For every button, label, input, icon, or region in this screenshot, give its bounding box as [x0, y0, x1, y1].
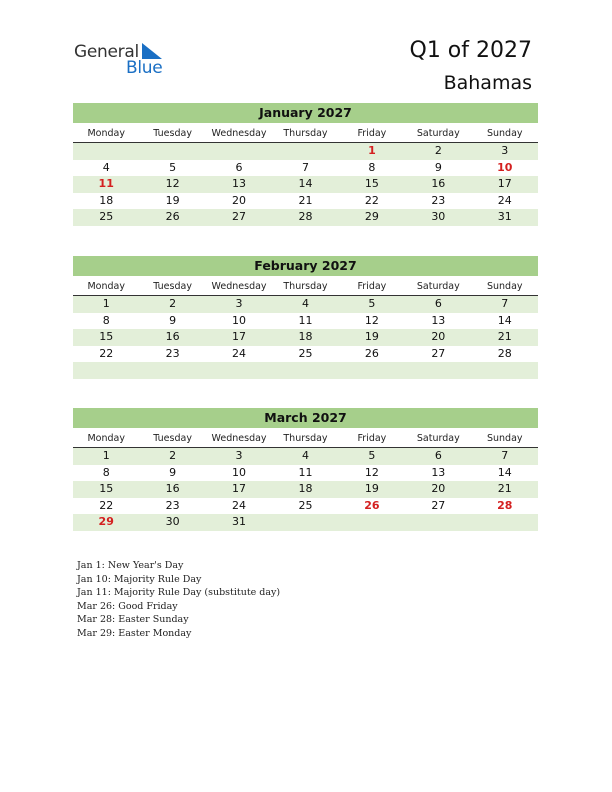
day-cell: 29 [98, 515, 114, 528]
weekday-label: Friday [357, 433, 387, 444]
weekday-label: Thursday [283, 128, 328, 139]
day-cell: 11 [298, 313, 313, 327]
day-cell: 3 [235, 297, 243, 310]
day-cell: 3 [235, 449, 243, 462]
day-cell: 18 [298, 330, 313, 343]
day-cell: 21 [298, 193, 313, 207]
weekday-label: Tuesday [153, 128, 192, 139]
day-cell: 21 [497, 330, 512, 343]
day-cell: 6 [434, 449, 442, 462]
weekday-label: Sunday [486, 281, 523, 292]
week-row [73, 209, 538, 226]
day-cell [339, 514, 405, 531]
day-cell: 11 [98, 177, 114, 190]
weekday-label: Wednesday [211, 281, 267, 292]
day-cell: 18 [298, 482, 313, 495]
holiday-note: Mar 28: Easter Sunday [77, 614, 189, 625]
day-cell: 4 [102, 160, 110, 174]
day-cell: 10 [232, 313, 247, 327]
weekday-header-row [73, 278, 538, 296]
day-cell: 9 [169, 465, 177, 479]
day-cell [73, 143, 139, 160]
day-cell: 15 [364, 177, 379, 190]
day-cell: 19 [364, 482, 379, 495]
day-cell: 2 [434, 144, 442, 157]
week-row [73, 160, 538, 177]
day-cell: 19 [165, 193, 180, 207]
day-cell: 15 [99, 482, 114, 495]
day-cell: 6 [434, 297, 442, 310]
day-cell: 16 [165, 482, 180, 495]
day-cell: 27 [232, 210, 247, 223]
generalblue-logo [74, 42, 174, 76]
day-cell: 16 [431, 177, 446, 190]
day-cell: 20 [431, 482, 446, 495]
day-cell: 22 [99, 346, 114, 360]
day-cell: 18 [99, 193, 114, 207]
day-cell: 26 [364, 498, 380, 512]
weekday-label: Wednesday [211, 433, 267, 444]
day-cell: 4 [301, 297, 309, 310]
weekday-label: Friday [357, 128, 387, 139]
day-cell: 23 [165, 498, 180, 512]
day-cell: 13 [431, 313, 446, 327]
day-cell: 17 [232, 482, 247, 495]
weekday-header-row [73, 125, 538, 143]
day-cell: 15 [99, 330, 114, 343]
weekday-label: Sunday [486, 433, 523, 444]
week-row [73, 465, 538, 482]
holiday-note: Jan 1: New Year's Day [77, 560, 184, 571]
week-row [73, 498, 538, 515]
day-cell: 25 [298, 346, 313, 360]
day-cell: 25 [99, 210, 114, 223]
weekday-label: Monday [87, 433, 125, 444]
day-cell: 10 [232, 465, 247, 479]
day-cell: 8 [102, 465, 110, 479]
day-cell [139, 143, 205, 160]
day-cell: 31 [497, 210, 512, 223]
day-cell: 13 [232, 177, 247, 190]
day-cell [139, 362, 205, 379]
weekday-label: Tuesday [153, 433, 192, 444]
day-cell: 7 [501, 449, 509, 462]
day-cell: 1 [368, 144, 376, 157]
day-cell [405, 362, 471, 379]
logo-word-blue: Blue [126, 58, 163, 78]
month-february [73, 256, 538, 379]
day-cell: 3 [501, 144, 509, 157]
day-cell: 9 [434, 160, 442, 174]
month-title: January 2027 [73, 103, 538, 123]
day-cell: 24 [497, 193, 512, 207]
week-row [73, 362, 538, 379]
week-row [73, 193, 538, 210]
day-cell: 20 [232, 193, 247, 207]
day-cell: 9 [169, 313, 177, 327]
day-cell: 22 [364, 193, 379, 207]
weekday-header-row [73, 430, 538, 448]
day-cell: 28 [298, 210, 313, 223]
day-cell: 5 [368, 449, 376, 462]
day-cell: 8 [102, 313, 110, 327]
day-cell: 16 [165, 330, 180, 343]
holiday-note: Jan 11: Majority Rule Day (substitute day) [77, 587, 281, 598]
week-row [73, 329, 538, 346]
day-cell: 28 [497, 346, 512, 360]
day-cell [206, 143, 272, 160]
day-cell: 5 [169, 160, 177, 174]
day-cell: 12 [364, 313, 379, 327]
day-cell: 26 [364, 346, 379, 360]
day-cell: 12 [364, 465, 379, 479]
holiday-notes [77, 559, 280, 640]
day-cell: 17 [232, 330, 247, 343]
day-cell: 14 [497, 313, 512, 327]
weekday-label: Saturday [416, 281, 460, 292]
day-cell: 23 [165, 346, 180, 360]
day-cell: 24 [232, 498, 247, 512]
day-cell [73, 362, 139, 379]
day-cell: 11 [298, 465, 313, 479]
week-row [73, 313, 538, 330]
day-cell: 30 [431, 210, 446, 223]
day-cell: 13 [431, 465, 446, 479]
country-name: Bahamas [443, 72, 532, 94]
holiday-note: Mar 26: Good Friday [77, 600, 178, 612]
weekday-label: Friday [357, 281, 387, 292]
day-cell [339, 362, 405, 379]
day-cell: 22 [99, 498, 114, 512]
week-row [73, 346, 538, 363]
month-title: March 2027 [73, 408, 538, 428]
day-cell: 25 [298, 498, 313, 512]
weekday-label: Saturday [416, 128, 460, 139]
day-cell [272, 143, 338, 160]
day-cell: 4 [301, 449, 309, 462]
day-cell: 23 [431, 193, 446, 207]
day-cell: 27 [431, 498, 446, 512]
week-row [73, 514, 538, 531]
day-cell: 26 [165, 210, 180, 223]
holiday-note: Jan 10: Majority Rule Day [77, 573, 202, 585]
logo-word-general: General [74, 42, 139, 62]
weekday-label: Thursday [283, 281, 328, 292]
weekday-label: Sunday [486, 128, 523, 139]
day-cell: 5 [368, 297, 376, 310]
logo-triangle-icon [140, 43, 162, 59]
day-cell: 14 [298, 177, 313, 190]
day-cell [472, 514, 538, 531]
day-cell: 31 [232, 515, 247, 528]
day-cell: 30 [165, 515, 180, 528]
month-march [73, 408, 538, 531]
day-cell: 7 [301, 160, 309, 174]
day-cell: 19 [364, 330, 379, 343]
weekday-label: Wednesday [211, 128, 267, 139]
day-cell: 10 [497, 160, 513, 174]
day-cell [472, 362, 538, 379]
weekday-label: Tuesday [153, 281, 192, 292]
day-cell: 14 [497, 465, 512, 479]
day-cell: 8 [368, 160, 376, 174]
week-row [73, 448, 538, 465]
weekday-label: Saturday [416, 433, 460, 444]
weekday-label: Monday [87, 281, 125, 292]
day-cell: 24 [232, 346, 247, 360]
day-cell: 12 [165, 177, 180, 190]
day-cell: 1 [102, 297, 110, 310]
day-cell [405, 514, 471, 531]
day-cell: 2 [169, 449, 177, 462]
week-row [73, 481, 538, 498]
day-cell: 1 [102, 449, 110, 462]
day-cell: 17 [497, 177, 512, 190]
weekday-label: Thursday [283, 433, 328, 444]
day-cell: 27 [431, 346, 446, 360]
page-title: Q1 of 2027 [409, 38, 532, 63]
month-title: February 2027 [73, 256, 538, 276]
day-cell [206, 362, 272, 379]
day-cell: 7 [501, 297, 509, 310]
day-cell: 2 [169, 297, 177, 310]
day-cell: 20 [431, 330, 446, 343]
week-row [73, 143, 538, 160]
day-cell: 29 [364, 210, 379, 223]
day-cell [272, 362, 338, 379]
day-cell: 6 [235, 160, 243, 174]
week-row [73, 296, 538, 313]
day-cell: 21 [497, 482, 512, 495]
day-cell [272, 514, 338, 531]
month-january [73, 103, 538, 226]
weekday-label: Monday [87, 128, 125, 139]
week-row [73, 176, 538, 193]
holiday-note: Mar 29: Easter Monday [77, 627, 192, 639]
day-cell: 28 [497, 498, 513, 512]
